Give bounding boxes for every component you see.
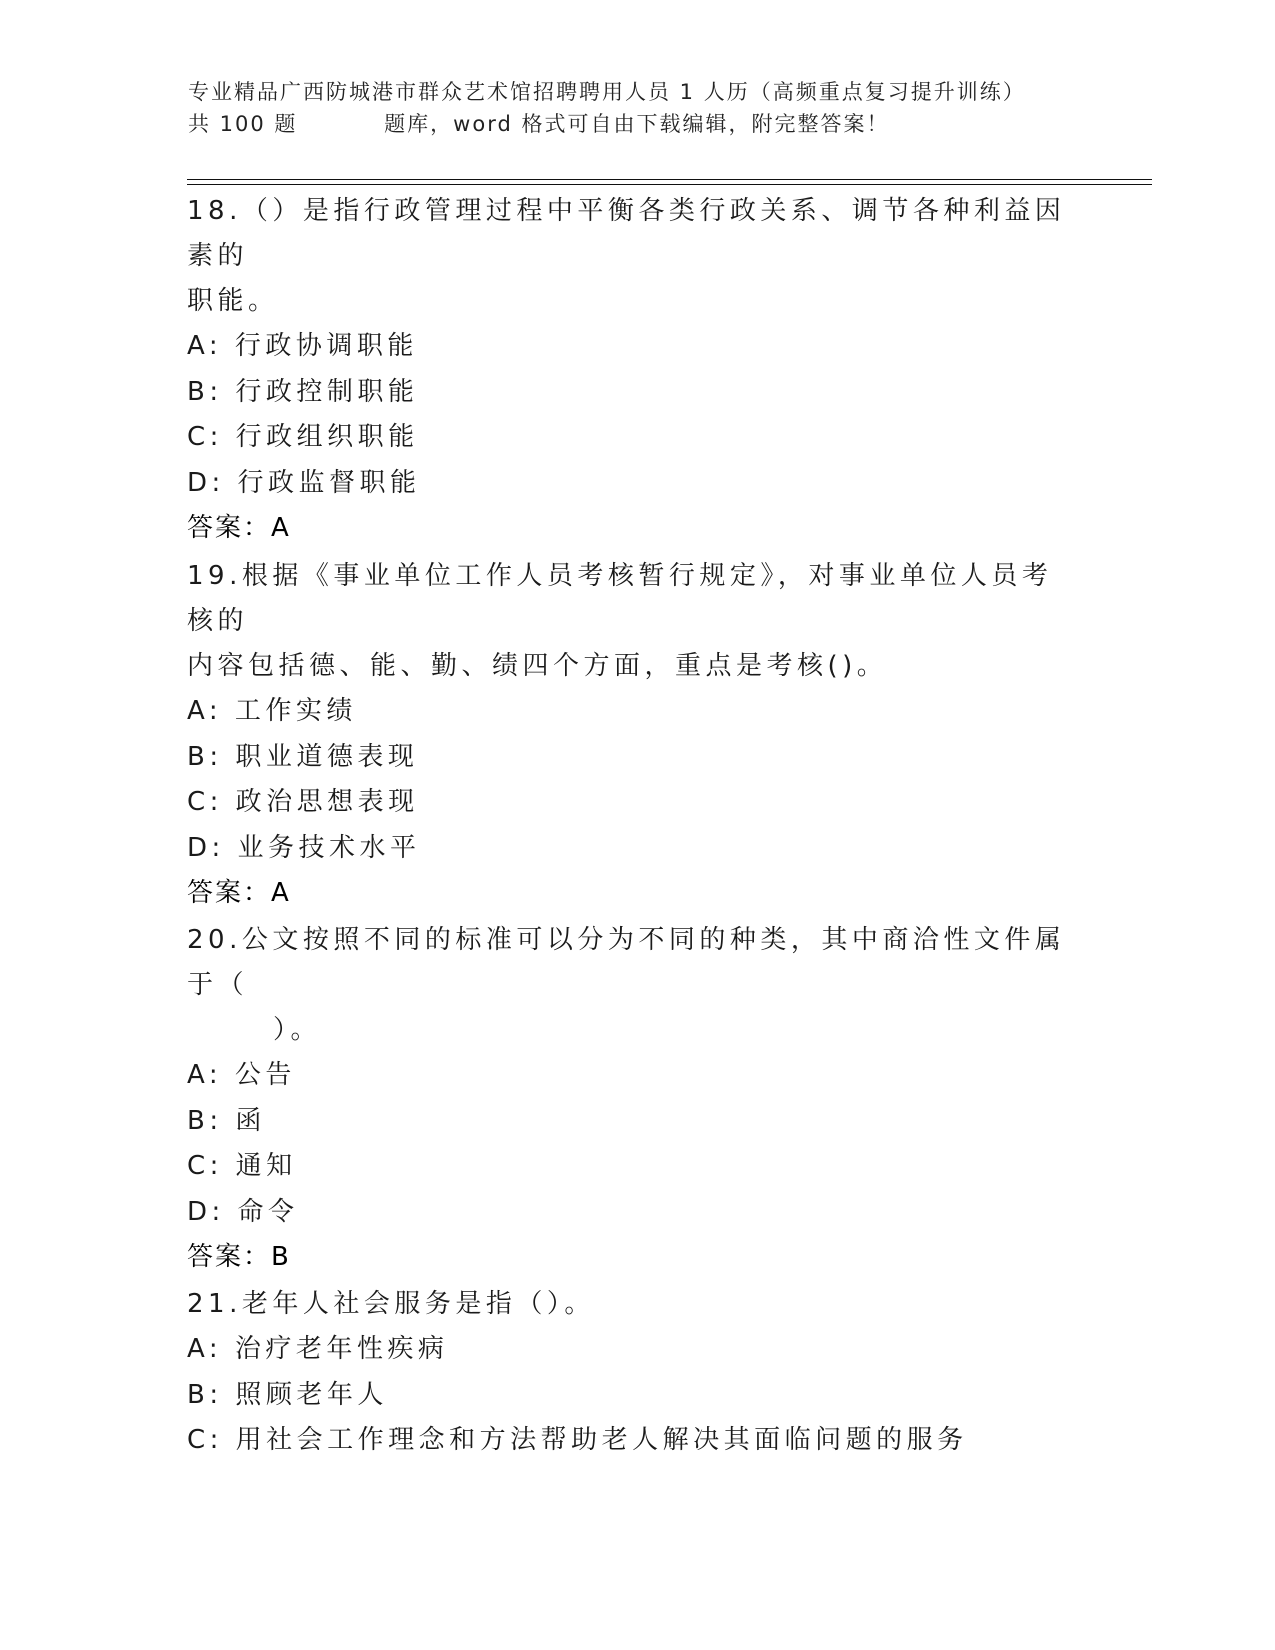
question-text [187, 554, 1077, 689]
question-text-line: 21.老年人社会服务是指（）。 [187, 1289, 595, 1319]
question-18 [187, 189, 1077, 552]
question-21 [187, 1282, 1077, 1464]
answer-label: 答案：A [187, 878, 291, 908]
option-c: C: 用社会工作理念和方法帮助老人解决其面临问题的服务 [187, 1425, 968, 1455]
option-c: C: 行政组织职能 [187, 422, 419, 452]
question-text-line: ）。 [273, 1015, 322, 1045]
header-divider-bottom [187, 184, 1152, 185]
question-20 [187, 918, 1077, 1281]
answer-label: 答案：A [187, 513, 291, 543]
option-b: B: 照顾老年人 [187, 1379, 388, 1410]
option-b: B: 行政控制职能 [187, 376, 419, 407]
document-header [188, 76, 1088, 140]
option-d: D: 行政监督职能 [187, 467, 421, 498]
question-19 [187, 554, 1077, 917]
option-c: C: 政治思想表现 [187, 787, 419, 817]
question-text-line: 18.（）是指行政管理过程中平衡各类行政关系、调节各种利益因素的 [187, 196, 1066, 271]
option-b: B: 函 [187, 1105, 266, 1136]
option-d: D: 命令 [187, 1196, 299, 1227]
option-a: A: 治疗老年性疾病 [187, 1334, 449, 1364]
question-text-line: 20.公文按照不同的标准可以分为不同的种类，其中商洽性文件属于（ [187, 925, 1066, 1000]
answer-label: 答案：B [187, 1242, 291, 1272]
option-a: A: 工作实绩 [187, 696, 357, 726]
header-subtitle-line: 共 100 题 题库，word 格式可自由下载编辑，附完整答案！ [188, 112, 890, 136]
question-text [187, 189, 1077, 324]
header-divider-top [187, 179, 1152, 180]
header-title-line: 专业精品广西防城港市群众艺术馆招聘聘用人员 1 人历（高频重点复习提升训练） [188, 80, 1026, 104]
question-text [187, 1282, 1077, 1327]
option-a: A: 行政协调职能 [187, 331, 418, 361]
question-text-line: 19.根据《事业单位工作人员考核暂行规定》，对事业单位人员考核的 [187, 561, 1053, 636]
option-b: B: 职业道德表现 [187, 741, 419, 772]
question-text-line: 职能。 [187, 286, 279, 316]
option-a: A: 公告 [187, 1060, 296, 1090]
option-d: D: 业务技术水平 [187, 832, 421, 863]
option-c: C: 通知 [187, 1151, 297, 1181]
question-text-line: 内容包括德、能、勤、绩四个方面，重点是考核()。 [187, 651, 888, 681]
question-text [187, 918, 1077, 1053]
